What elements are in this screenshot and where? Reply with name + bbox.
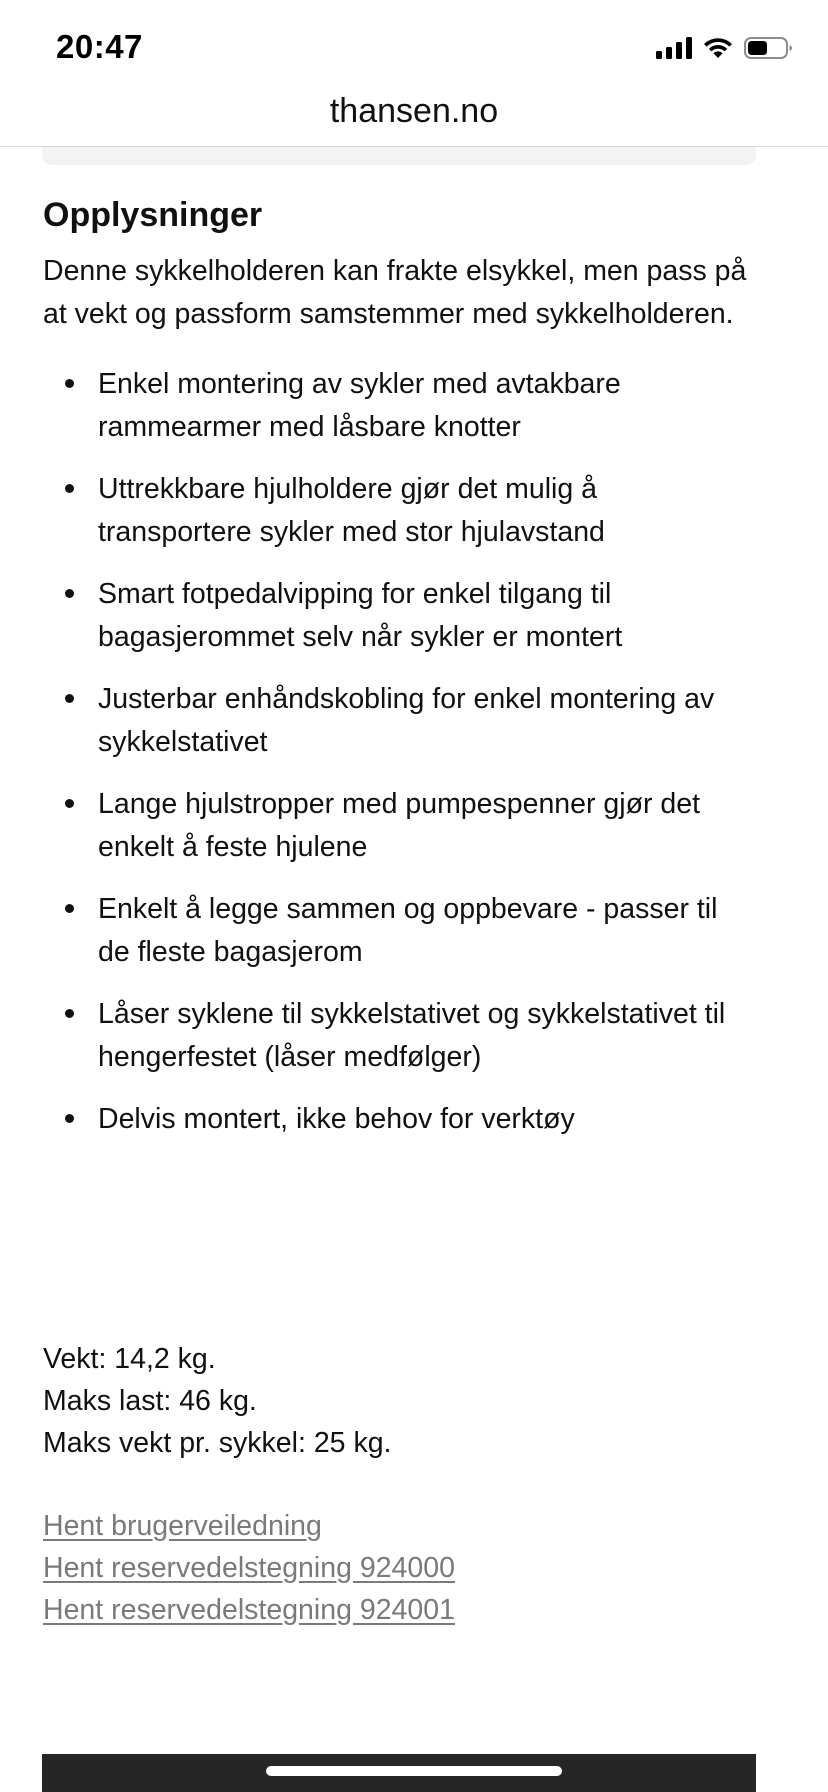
bullet-icon [65,694,74,703]
specs-block [43,1338,753,1464]
list-item [43,363,753,448]
bullet-icon [65,1114,74,1123]
feature-text: Justerbar enhåndskobling for enkel montering av sykkelstativet [98,683,715,758]
list-item [43,678,753,763]
spec-max-load: Maks last: 46 kg. [43,1385,257,1417]
feature-text: Smart fotpedalvipping for enkel tilgang til bagasjerommet selv når sykler er montert [98,578,623,653]
feature-text: Delvis montert, ikke behov for verktøy [98,1103,575,1135]
spec-max-per-bike: Maks vekt pr. sykkel: 25 kg. [43,1427,392,1459]
user-manual-link[interactable]: Hent brugerveiledning [43,1510,322,1542]
url-text: thansen.no [329,92,499,130]
spec-weight: Vekt: 14,2 kg. [43,1343,216,1375]
list-item [43,888,753,973]
card-bottom-edge [42,147,756,165]
bullet-icon [65,484,74,493]
feature-text: Uttrekkbare hjulholdere gjør det mulig å transportere sykler med stor hjulavstand [98,473,605,548]
browser-url-bar[interactable] [0,90,828,147]
product-info-section [43,190,753,1161]
list-item [43,468,753,553]
feature-text: Enkelt å legge sammen og oppbevare - passer til de fleste bagasjerom [98,893,718,968]
feature-text: Låser syklene til sykkelstativet og sykkelstativet til hengerfestet (låser medfølger) [98,998,726,1073]
wifi-icon [702,36,734,60]
features-list [43,363,753,1141]
home-indicator[interactable] [266,1766,562,1776]
intro-text: Denne sykkelholderen kan frakte elsykkel, men pass på at vekt og passform samstemmer med sykkelholderen. [43,255,747,330]
bullet-icon [65,379,74,388]
list-item [43,1098,753,1141]
download-links [43,1505,753,1631]
status-time: 20:47 [56,28,143,65]
bullet-icon [65,904,74,913]
feature-text: Lange hjulstropper med pumpespenner gjør det enkelt å feste hjulene [98,788,701,863]
bullet-icon [65,799,74,808]
battery-icon [744,36,794,60]
bullet-icon [65,1009,74,1018]
section-title: Opplysninger [43,196,263,234]
bullet-icon [65,589,74,598]
feature-text: Enkel montering av sykler med avtakbare rammearmer med låsbare knotter [98,368,621,443]
parts-drawing-924001-link[interactable]: Hent reservedelstegning 924001 [43,1594,455,1626]
list-item [43,993,753,1078]
signal-icon [656,37,692,59]
status-icons [656,36,794,60]
status-bar [0,0,828,90]
list-item [43,783,753,868]
list-item [43,573,753,658]
parts-drawing-924000-link[interactable]: Hent reservedelstegning 924000 [43,1552,455,1584]
